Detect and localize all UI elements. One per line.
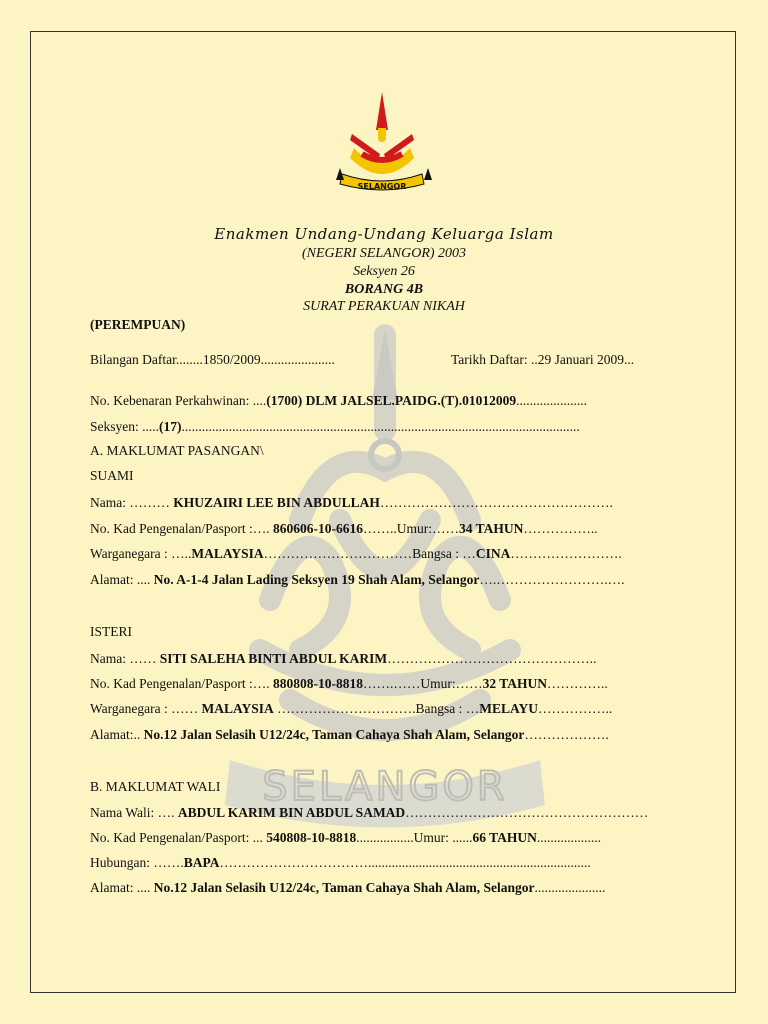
watermark-lettering: SELANGOR xyxy=(262,764,508,810)
wife-address: Alamat:.. No.12 Jalan Selasih U12/24c, Taman Cahaya Shah Alam, Selangor………………. xyxy=(90,727,609,742)
guardian-name: Nama Wali: …. ABDUL KARIM BIN ABDUL SAMAD……………………………………………… xyxy=(90,805,649,820)
wife-nationality-race: Warganegara : …… MALAYSIA ………………………….Bangsa : …MELAYU…………….. xyxy=(90,701,613,716)
crest-lettering: SELANGOR xyxy=(357,182,407,191)
husband-nationality-race: Warganegara : …..MALAYSIA……………………………Bangsa : …CINA……………………. xyxy=(90,546,622,561)
section-number: Seksyen 26 xyxy=(353,264,415,279)
wife-name: Nama: …… SITI SALEHA BINTI ABDUL KARIM……………………………………….. xyxy=(90,651,597,666)
selangor-crest-emblem xyxy=(332,88,436,206)
registration-date: Tarikh Daftar: ..29 Januari 2009... xyxy=(451,352,635,367)
guardian-relationship: Hubungan: …….BAPA…………………………….................................................................. xyxy=(90,855,591,870)
certificate-title: SURAT PERAKUAN NIKAH xyxy=(303,299,465,314)
enactment-title: Enakmen Undang-Undang Keluarga Islam xyxy=(214,225,554,243)
wife-heading: ISTERI xyxy=(90,624,132,639)
state-year: (NEGERI SELANGOR) 2003 xyxy=(301,246,467,261)
husband-address: Alamat: .... No. A-1-4 Jalan Lading Seksyen 19 Shah Alam, Selangor….…………………….…. xyxy=(90,572,625,587)
registration-number: Bilangan Daftar........1850/2009...................... xyxy=(90,352,335,367)
role-heading: (PEREMPUAN) xyxy=(90,317,186,332)
marriage-permit: No. Kebenaran Perkahwinan: ....(1700) DLM JALSEL.PAIDG.(T).01012009..................... xyxy=(90,393,587,408)
couple-heading: A. MAKLUMAT PASANGAN\ xyxy=(90,443,264,458)
husband-name: Nama: ……… KHUZAIRI LEE BIN ABDULLAH……………………………………………. xyxy=(90,495,613,510)
wife-ic-age: No. Kad Pengenalan/Pasport :…. 880808-10-8818…….……Umur:……32 TAHUN………….. xyxy=(90,676,608,691)
guardian-address: Alamat: .... No.12 Jalan Selasih U12/24c, Taman Cahaya Shah Alam, Selangor..................... xyxy=(90,880,606,895)
guardian-heading: B. MAKLUMAT WALI xyxy=(90,779,221,794)
section-line: Seksyen: .....(17)...................................................................................................................... xyxy=(90,419,580,434)
husband-ic-age: No. Kad Pengenalan/Pasport :…. 860606-10-6616……..Umur:……34 TAHUN…………….. xyxy=(90,521,598,536)
form-number: BORANG 4B xyxy=(344,282,424,297)
husband-heading: SUAMI xyxy=(90,468,134,483)
guardian-ic-age: No. Kad Pengenalan/Pasport: ... 540808-10-8818.................Umur: ......66 TAHUN................... xyxy=(90,830,601,845)
